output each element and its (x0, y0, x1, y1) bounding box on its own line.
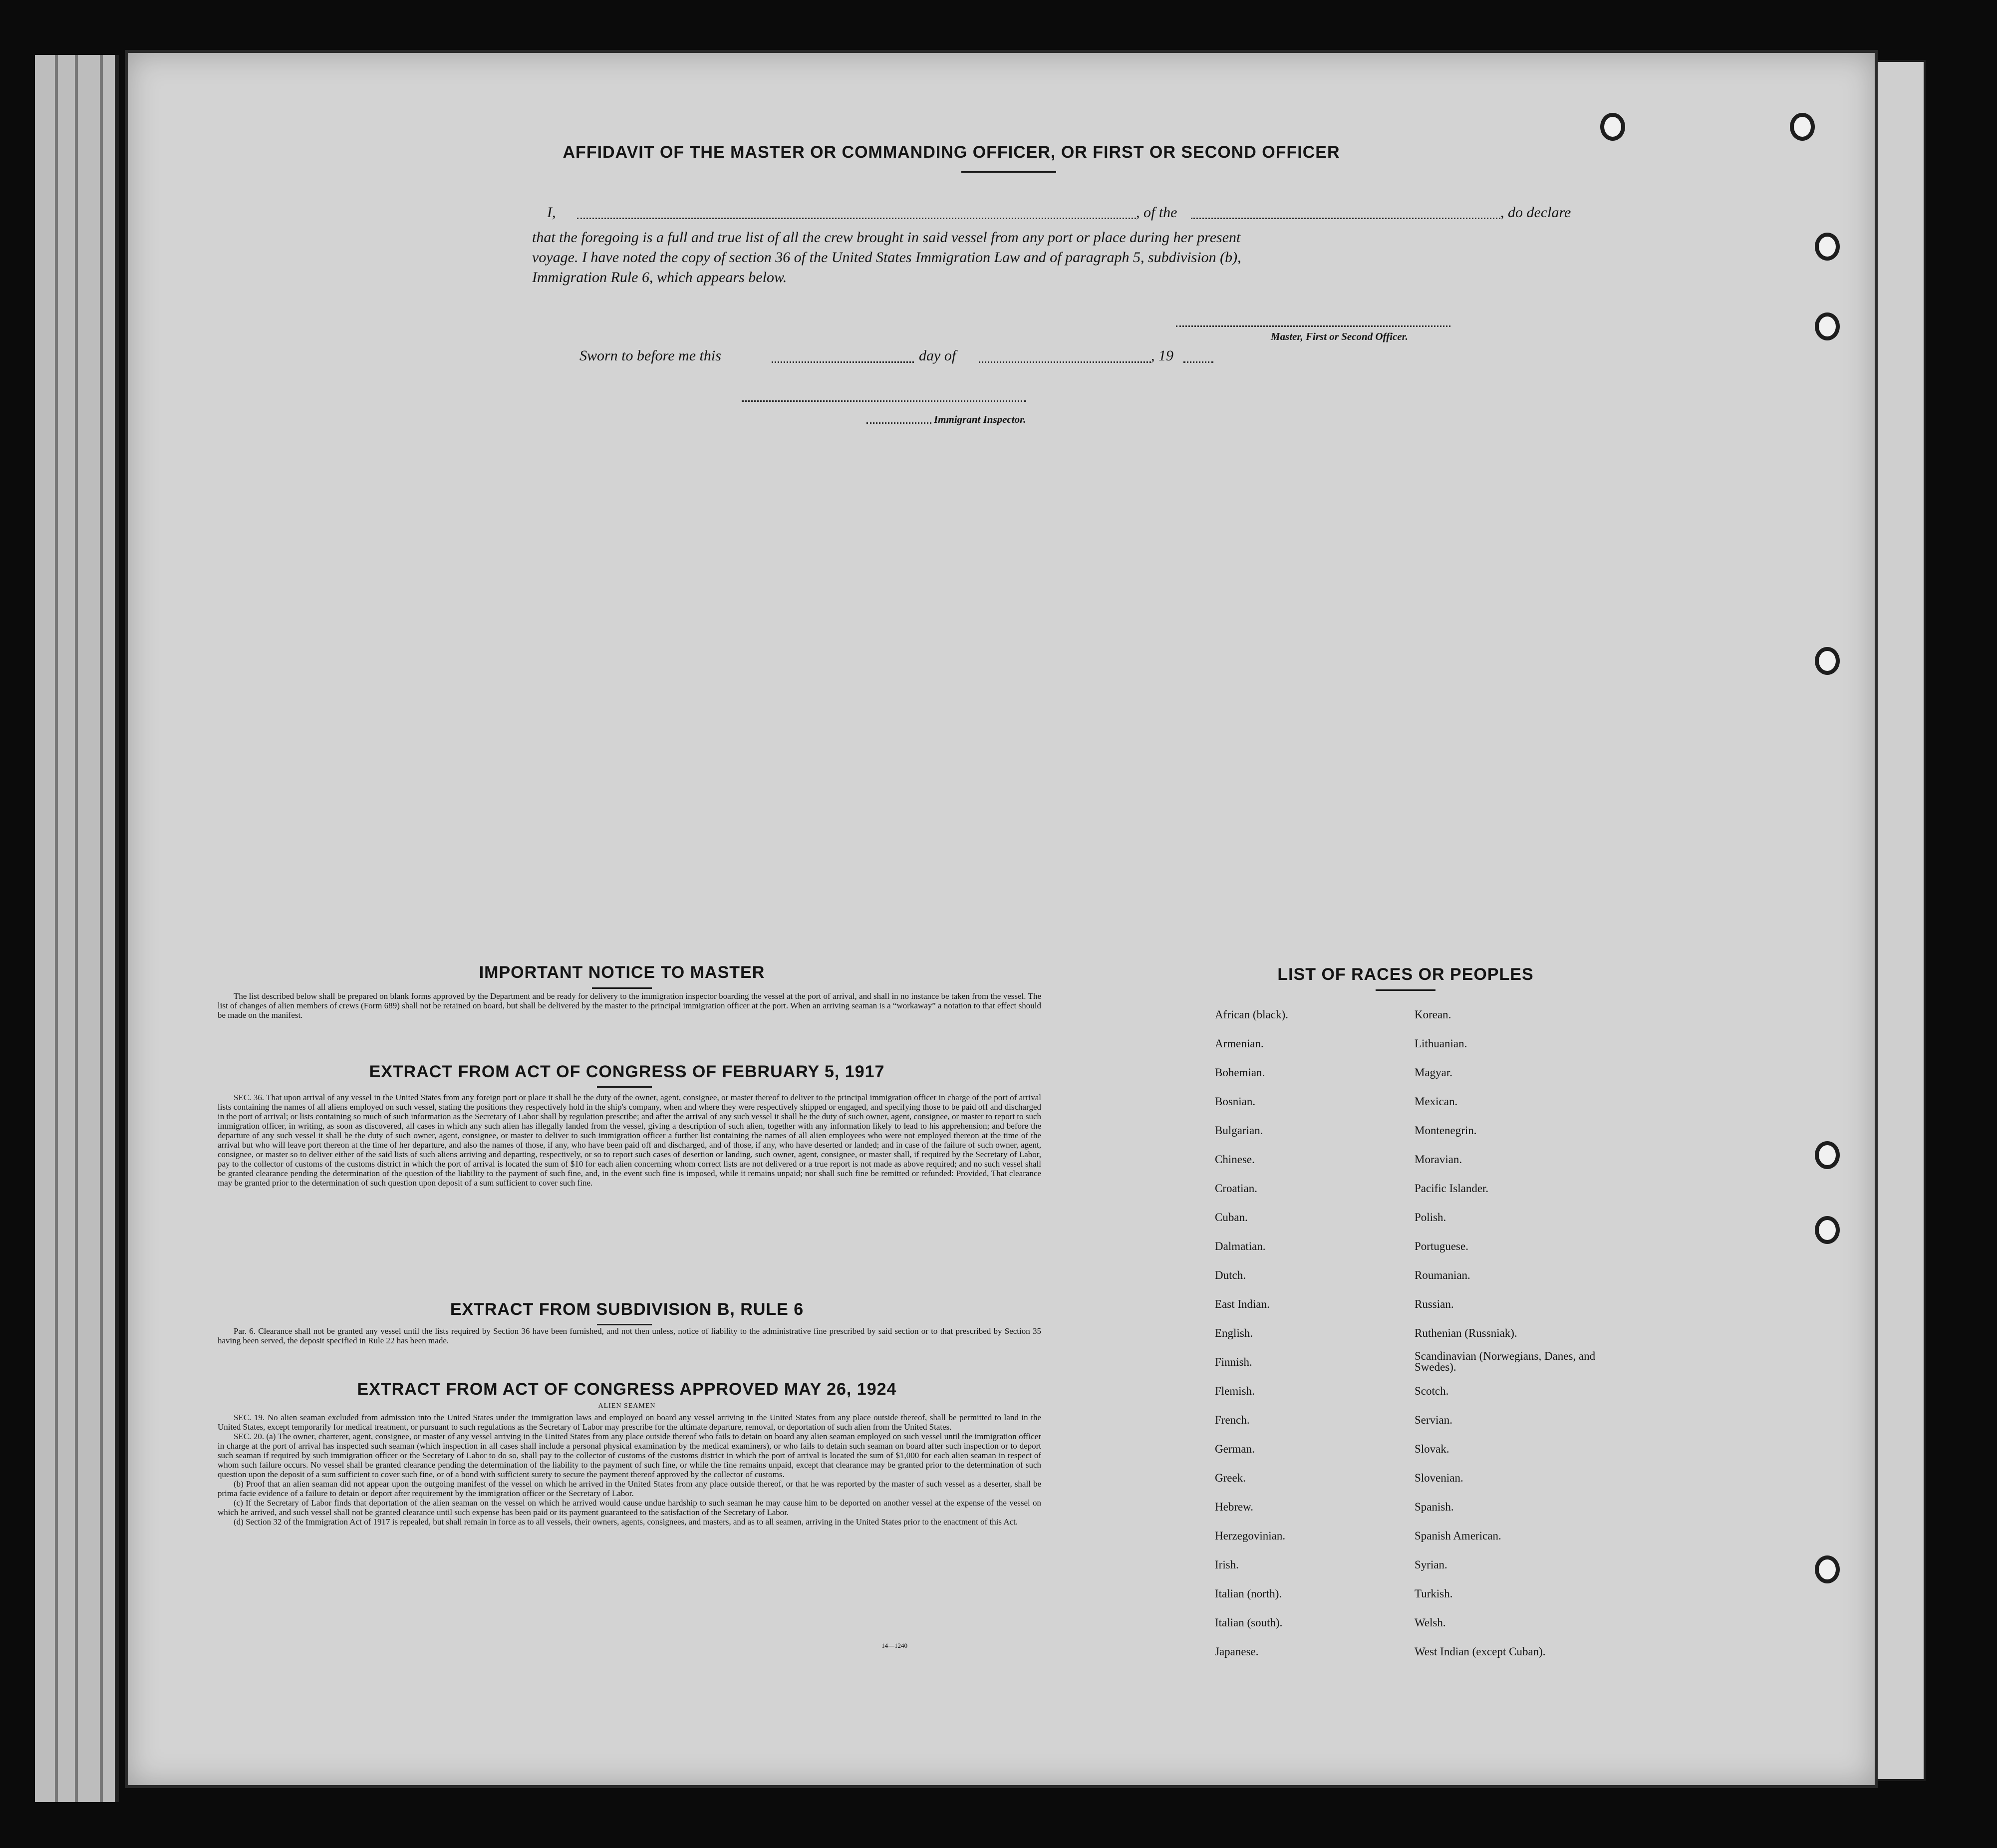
race-item: East Indian. (1215, 1298, 1270, 1310)
race-item: Magyar. (1415, 1066, 1453, 1079)
race-item: Cuban. (1215, 1211, 1248, 1224)
binding-line (100, 55, 103, 1802)
race-item: German. (1215, 1443, 1255, 1455)
race-item: Syrian. (1415, 1558, 1447, 1571)
alien-seamen-subtitle: ALIEN SEAMEN (598, 1402, 656, 1410)
extract-1924-paragraph: (d) Section 32 of the Immigration Act of 1917 is repealed, but shall remain in force as to all vessels, their owners, agents, consignees, and masters, and as to all seamen, arriving in the United States prior to the enactment of this Act. (234, 1517, 1018, 1527)
binding-line (55, 55, 58, 1802)
extract-1924-paragraph: SEC. 19. No alien seaman excluded from admission into the United States under the immigration laws and employed on board any vessel arriving in the United States from any place outside thereof, shall be permitted to land in the United States, except temporarily for medical treatment, or pursuant to such regulations as the Secretary of Labor may prescribe for the ultimate departure, removal, or deportation of such alien from the United States. (218, 1413, 1041, 1432)
affidavit-i: I, (547, 204, 556, 221)
race-item: Slovak. (1415, 1443, 1449, 1455)
punch-hole (1815, 312, 1840, 340)
punch-hole (1600, 113, 1625, 141)
race-item: Korean. (1415, 1008, 1451, 1021)
extract-1924-paragraph: (c) If the Secretary of Labor finds that deportation of the alien seaman on the vessel on which he arrived would cause undue hardship to such seaman he may cause him to be deported on another vessel at the expense of the vessel on which he arrived, and such vessel shall not be granted clearance until such expense has been paid or its payment guaranteed to the satisfaction of the Secretary of Labor. (218, 1498, 1041, 1517)
race-item: Mexican. (1415, 1095, 1458, 1108)
race-item: Russian. (1415, 1298, 1454, 1310)
race-item: Pacific Islander. (1415, 1182, 1489, 1195)
document-page (125, 50, 1878, 1788)
race-item: Roumanian. (1415, 1269, 1470, 1281)
race-item: Scandinavian (Norwegians, Danes, and Swedes). (1415, 1350, 1596, 1373)
sworn-year: , 19 (1151, 347, 1173, 364)
sworn-prefix: Sworn to before me this (579, 347, 721, 364)
race-item: Italian (south). (1215, 1616, 1283, 1629)
races-rule (1376, 989, 1435, 991)
extract-rule6-rule (597, 1324, 652, 1325)
affidavit-of-the: , of the (1136, 204, 1177, 221)
races-left-column (1215, 1000, 1288, 1666)
race-item: African (black). (1215, 1008, 1288, 1021)
race-item: Hebrew. (1215, 1501, 1254, 1513)
punch-hole (1815, 1216, 1840, 1244)
punch-hole (1815, 233, 1840, 261)
race-item: Portuguese. (1415, 1240, 1468, 1252)
sworn-day-line (772, 361, 914, 363)
extract-1924-text (218, 1413, 1041, 1527)
race-item: Scotch. (1415, 1385, 1449, 1397)
title-rule (961, 171, 1056, 173)
punch-hole (1815, 647, 1840, 675)
race-item: Bulgarian. (1215, 1124, 1263, 1137)
race-item: Spanish American. (1415, 1530, 1501, 1542)
affidavit-line-3: voyage. I have noted the copy of section 36 of the United States Immigration Law and of paragraph 5, subdivision (b), (532, 249, 1241, 266)
extract-rule6-text (218, 1326, 1041, 1345)
race-item: Flemish. (1215, 1385, 1255, 1397)
race-item: Irish. (1215, 1558, 1239, 1571)
sworn-year-line (1183, 361, 1213, 363)
affidavit-line-4: Immigration Rule 6, which appears below. (532, 269, 787, 286)
punch-hole (1815, 1555, 1840, 1583)
race-item: Greek. (1215, 1472, 1246, 1484)
race-item: Armenian. (1215, 1037, 1264, 1050)
extract-1917-paragraph: SEC. 36. That upon arrival of any vessel in the United States from any foreign port or place it shall be the duty of the owner, agent, consignee, or master thereof to deliver to the principal immigration officer in charge of the port of arrival lists containing the names of all aliens employed on such vessel, stating the positions they respectively hold in the ship's company, when and where they were respectively shipped or engaged, and specifying those to be paid off and discharged in the port of arrival; or lists containing so much of such information as the Secretary of Labor shall by regulation prescribe; and after the arrival of any such vessel it shall be the duty of such owner, agent, consignee, or master to report to such immigration officer, in writing, as soon as discovered, all cases in which any such alien has illegally landed from the vessel, giving a description of such alien, together with any information likely to lead to his apprehension; and before the departure of any such vessel it shall be the duty of such owner, agent, consignee, or master to deliver to such immigration officer a further list containing the names of all alien employees who were not employed thereon at the time of the arrival but who will leave port thereon at the time of her departure, and also the names of those, if any, who have been paid off and discharged, and of those, if any, who have deserted or landed; and in case of the failure of such owner, agent, consignee, or master so to deliver either of the said lists of such aliens arriving and departing, respectively, or so to report such cases of desertion or landing, such owner, agent, consignee, or master shall, if required by the Secretary of Labor, pay to the collector of customs of the customs district in which the port of arrival is located the sum of $10 for each alien concerning whom correct lists are not delivered or a true report is not made as above required; and no such vessel shall be granted clearance pending the determination of the question of the liability to the payment of such fine, and, in the event such fine is imposed, while it remains unpaid; nor shall such fine be remitted or refunded: Provided, That clearance may be granted prior to the determination of such question upon deposit of a sum sufficient to cover such fine. (218, 1093, 1041, 1188)
race-item: English. (1215, 1327, 1253, 1339)
affidavit-declare: , do declare (1500, 204, 1571, 221)
extract-1917-text (218, 1093, 1041, 1188)
race-item: Turkish. (1415, 1587, 1453, 1600)
sworn-day-of: day of (919, 347, 956, 364)
blank-vessel-line (1191, 218, 1500, 219)
race-item: Dutch. (1215, 1269, 1246, 1281)
extract-1924-paragraph: (b) Proof that an alien seaman did not appear upon the outgoing manifest of the vessel on which he arrived in the United States from any place outside thereof, or that he was reported by the master of such vessel as a deserter, shall be prima facie evidence of a failure to detain or deport after requirement by the immigration officer or the Secretary of Labor. (218, 1479, 1041, 1498)
extract-1917-rule (597, 1086, 652, 1088)
race-item: West Indian (except Cuban). (1415, 1645, 1546, 1658)
affidavit-line-2: that the foregoing is a full and true list of all the crew brought in said vessel from any port or place during her present (532, 229, 1241, 246)
race-item: Slovenian. (1415, 1472, 1463, 1484)
notice-paragraph: The list described below shall be prepared on blank forms approved by the Department and be ready for delivery to the immigration inspector boarding the vessel at the port of arrival, and shall in no instance be taken from the vessel. The list of changes of alien members of crews (Form 689) shall not be retained on board, but shall be delivered by the master to the principal immigration officer at the port. When an arriving seaman is a “workaway” a notation to that effect should be made on the manifest. (218, 991, 1041, 1020)
race-item: Polish. (1415, 1211, 1446, 1224)
race-item: Servian. (1415, 1414, 1453, 1426)
race-item: Finnish. (1215, 1356, 1252, 1368)
race-item: Japanese. (1215, 1645, 1259, 1658)
race-item: Welsh. (1415, 1616, 1446, 1629)
inspector-short-line (866, 422, 931, 424)
extract-1924-paragraph: SEC. 20. (a) The owner, charterer, agent, consignee, or master of any vessel arriving in the United States from any place outside thereof who fails to detain on board any alien seaman employed on such vessel until the immigration officer in charge at the port of arrival has inspected such seaman (which inspection in all cases shall include a personal physical examination by the medical examiners), or who fails to detain such seaman on board after such inspection or to deport such seaman if required by such immigration officer or the Secretary of Labor to do so, shall pay to the collector of customs of the customs district in which the port of arrival is located the sum of $1,000 for each alien seaman in respect of whom such failure occurs. No vessel shall be granted clearance pending the determination of the liability to the payment of such fine, or while the fine remains unpaid, except that clearance may be granted prior to the determination of such question upon the deposit of a sum sufficient to cover such fine, or of a bond with sufficient surety to secure the payment thereof approved by the collector of customs. (218, 1432, 1041, 1479)
races-title: LIST OF RACES OR PEOPLES (1277, 965, 1534, 984)
sworn-month-line (979, 361, 1151, 363)
punch-hole (1790, 113, 1815, 141)
extract-rule6-paragraph: Par. 6. Clearance shall not be granted any vessel until the lists required by Section 36 have been furnished, and not then unless, notice of liability to the administrative fine prescribed by said section or to that prescribed by Section 35 having been served, the deposit specified in Rule 22 has been made. (218, 1326, 1041, 1345)
race-item: French. (1215, 1414, 1250, 1426)
binding-line (75, 55, 78, 1802)
inspector-label: Immigrant Inspector. (934, 413, 1026, 425)
inspector-line (742, 400, 1026, 402)
race-item: Bosnian. (1215, 1095, 1256, 1108)
extract-1917-title: EXTRACT FROM ACT OF CONGRESS OF FEBRUARY 5, 1917 (369, 1062, 885, 1081)
race-item: Chinese. (1215, 1153, 1255, 1166)
race-item: Moravian. (1415, 1153, 1462, 1166)
affidavit-title: AFFIDAVIT OF THE MASTER OR COMMANDING OFFICER, OR FIRST OR SECOND OFFICER (563, 143, 1340, 162)
extract-1924-title: EXTRACT FROM ACT OF CONGRESS APPROVED MAY 26, 1924 (357, 1380, 897, 1399)
race-item: Croatian. (1215, 1182, 1257, 1195)
race-item: Herzegovinian. (1215, 1530, 1286, 1542)
race-item: Lithuanian. (1415, 1037, 1467, 1050)
race-item: Ruthenian (Russniak). (1415, 1327, 1517, 1339)
signature-label: Master, First or Second Officer. (1271, 330, 1408, 342)
race-item: Spanish. (1415, 1501, 1454, 1513)
notice-rule (592, 987, 652, 989)
punch-hole (1815, 1141, 1840, 1169)
extract-rule6-title: EXTRACT FROM SUBDIVISION B, RULE 6 (450, 1300, 804, 1319)
race-item: Montenegrin. (1415, 1124, 1477, 1137)
race-item: Bohemian. (1215, 1066, 1265, 1079)
signature-line (1176, 325, 1450, 327)
races-right-column (1415, 1000, 1604, 1666)
race-item: Dalmatian. (1215, 1240, 1266, 1252)
race-item: Italian (north). (1215, 1587, 1282, 1600)
blank-name-line (577, 218, 1136, 219)
notice-text (218, 991, 1041, 1020)
notice-title: IMPORTANT NOTICE TO MASTER (479, 963, 765, 982)
form-number: 14—1240 (881, 1642, 907, 1649)
